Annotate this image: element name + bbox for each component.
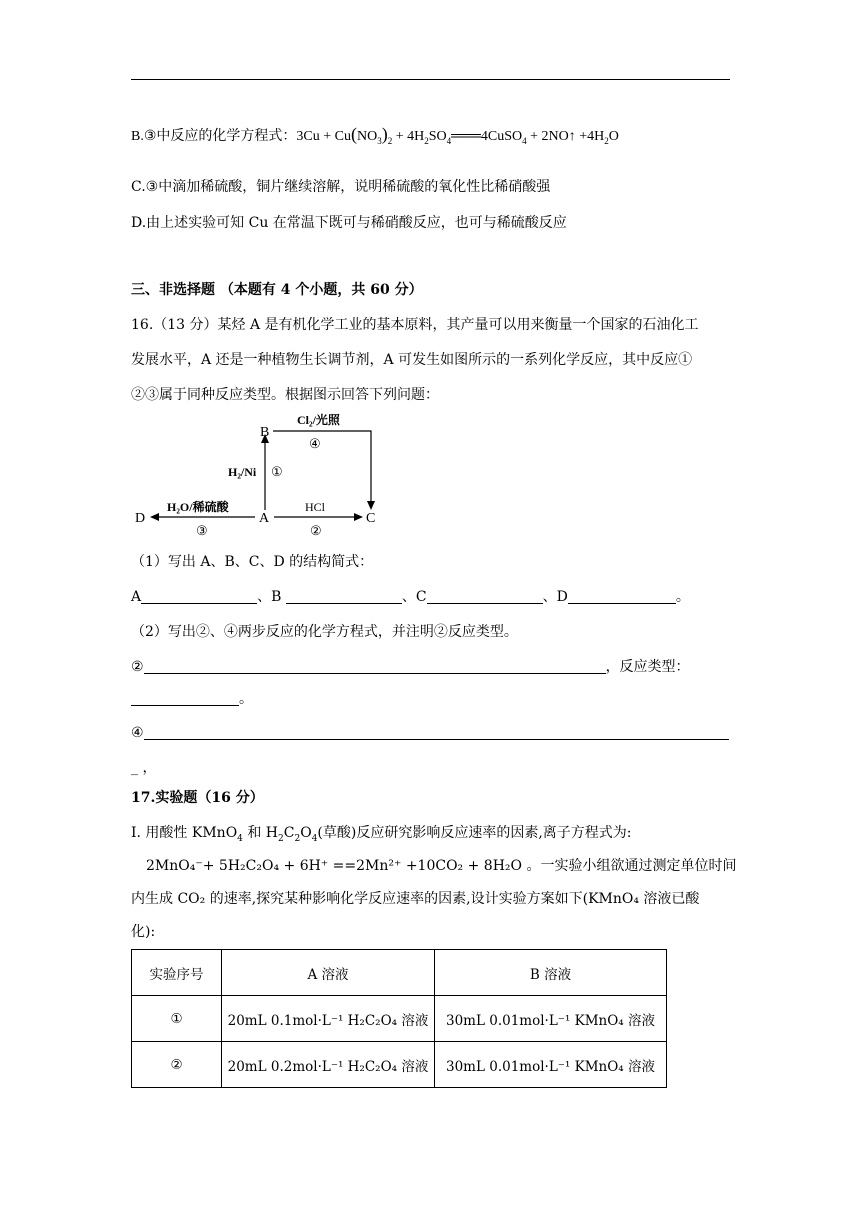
table-cell: 30mL 0.01mol·L⁻¹ KMnO₄ 溶液: [435, 996, 667, 1042]
q16-reaction-4-line: ④: [131, 723, 729, 743]
header-rule: [131, 79, 730, 80]
table-cell: ②: [132, 1042, 222, 1088]
section-3-title: 三、非选择题 （本题有 4 个小题，共 60 分）: [131, 282, 423, 298]
q16-reaction-type-line: 。: [131, 689, 253, 709]
node-c: C: [366, 511, 376, 526]
answer-blank-a[interactable]: [141, 589, 257, 604]
q16-reaction-2-line: ② ，反应类型：: [131, 659, 690, 675]
option-b: B.③中反应的化学方程式：$3Cu + Cu(NO_3)_2$ + $4H_2SO_4═══4CuSO_4$ + 2NO↑ $+4H_2O$: [131, 124, 619, 146]
table-cell: ①: [132, 996, 222, 1042]
table-header-row: [132, 950, 667, 996]
table-cell: 20mL 0.1mol·L⁻¹ H₂C₂O₄ 溶液: [222, 996, 435, 1042]
step-1: ①: [271, 464, 283, 479]
answer-blank-reaction-2[interactable]: [144, 659, 606, 674]
experiment-table: [131, 949, 667, 1088]
q16-answer-line-1: A 、B 、C 、D 。: [131, 589, 690, 605]
answer-blank-reaction-type[interactable]: [131, 691, 239, 706]
answer-blank-b[interactable]: [286, 589, 402, 604]
answer-blank-reaction-4[interactable]: [144, 725, 729, 740]
table-header-cell: B 溶液: [435, 950, 667, 996]
table-row: [132, 1042, 667, 1088]
q16-line-2: 发展水平，A 还是一种植物生长调节剂，A 可发生如图所示的一系列化学反应，其中反应①: [131, 352, 693, 368]
q17-line-b: 内生成 CO₂ 的速率,探究某种影响化学反应速率的因素,设计实验方案如下(KMnO₄ 溶液已酸: [131, 891, 700, 907]
node-a: A: [259, 511, 270, 526]
table-cell: 20mL 0.2mol·L⁻¹ H₂C₂O₄ 溶液: [222, 1042, 435, 1088]
table-header-cell: 实验序号: [132, 950, 222, 996]
q16-sub-1: （1）写出 A、B、C、D 的结构简式：: [131, 554, 374, 570]
q16-line-1: 16.（13 分）某烃 A 是有机化学工业的基本原料，其产量可以用来衡量一个国家的石油化工: [131, 317, 699, 333]
reaction-diagram: [131, 410, 401, 545]
table-header-cell: A 溶液: [222, 950, 435, 996]
arrowhead-d: [150, 513, 159, 521]
arrow-b-to-c: [273, 431, 371, 502]
q16-line-3: ②③属于同种反应类型。根据图示回答下列问题：: [131, 387, 439, 403]
q16-sub-2: （2）写出②、④两步反应的化学方程式，并注明②反应类型。: [131, 624, 518, 640]
step-2: ②: [310, 523, 322, 538]
q16-reaction-4-end: _ ，: [131, 760, 157, 776]
condition-hcl: HCl: [305, 500, 326, 514]
answer-blank-d[interactable]: [568, 589, 676, 604]
q17-line-c: 化):: [131, 924, 156, 940]
arrowhead-c-top: [367, 501, 375, 510]
answer-blank-c[interactable]: [427, 589, 543, 604]
table-cell: 30mL 0.01mol·L⁻¹ KMnO₄ 溶液: [435, 1042, 667, 1088]
condition-h2-ni: H₂/Ni: [228, 465, 257, 479]
option-b-label: B.③中反应的化学方程式：: [131, 129, 297, 144]
node-d: D: [135, 511, 146, 526]
option-d: D.由上述实验可知 Cu 在常温下既可与稀硝酸反应，也可与稀硫酸反应: [131, 215, 567, 231]
table-row: [132, 996, 667, 1042]
equals-sign: ═══: [451, 129, 481, 144]
step-4: ④: [309, 436, 321, 451]
arrowhead-c-side: [354, 513, 363, 521]
step-3: ③: [196, 523, 208, 538]
q17-ion-equation: 2MnO₄⁻+ 5H₂C₂O₄ + 6H⁺ ==2Mn²⁺ +10CO₂ + 8H₂O 。一实验小组欲通过测定单位时间: [146, 858, 737, 874]
node-b: B: [260, 425, 270, 440]
condition-h2o-acid: H₂O/稀硫酸: [167, 500, 229, 514]
q17-title: 17.实验题（16 分）: [131, 790, 264, 806]
condition-cl2-light: Cl₂/光照: [297, 413, 340, 427]
q17-intro: I. 用酸性 KMnO$_4$ 和 $H_2C_2O_4$(草酸)反应研究影响反应速率的因素,离子方程式为:: [131, 825, 632, 844]
option-c: C.③中滴加稀硫酸，铜片继续溶解，说明稀硫酸的氧化性比稀硝酸强: [131, 179, 551, 195]
